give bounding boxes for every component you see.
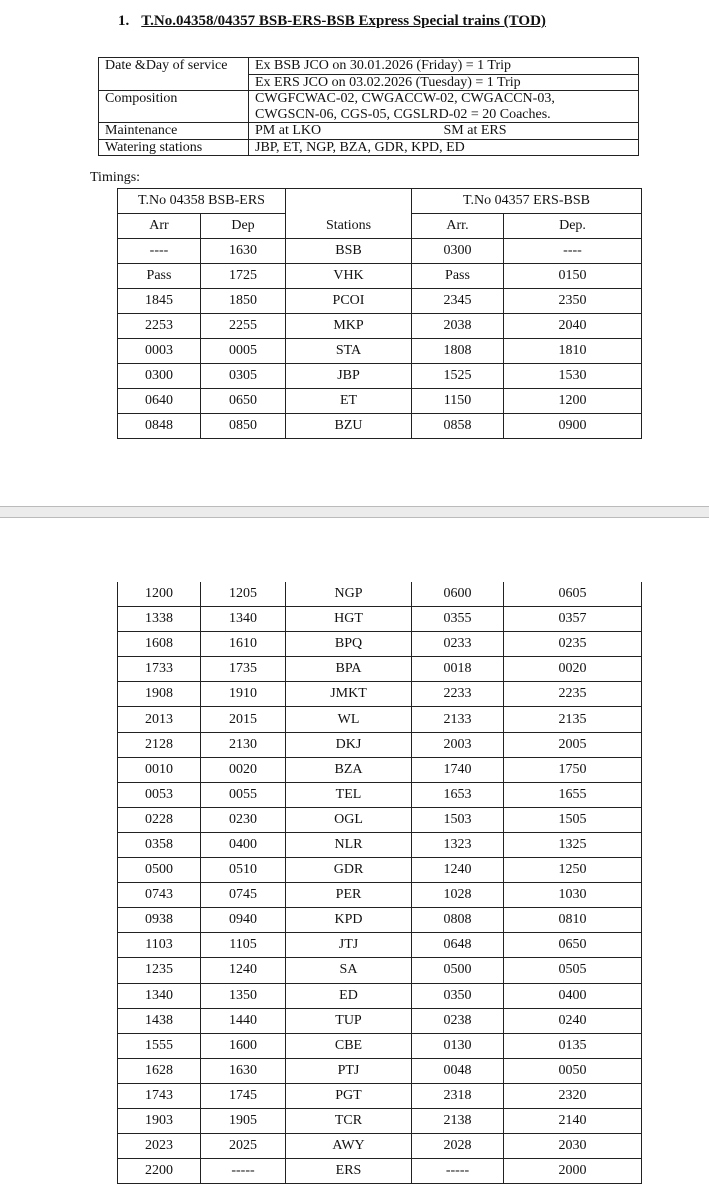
station-cell: TUP bbox=[286, 1008, 412, 1033]
down-dep-cell: 1910 bbox=[201, 682, 286, 707]
up-dep-cell: 0235 bbox=[504, 632, 642, 657]
up-dep-cell: 0650 bbox=[504, 933, 642, 958]
table-row bbox=[118, 1033, 642, 1058]
up-arr-cell: 1150 bbox=[412, 389, 504, 414]
down-dep-cell: 1340 bbox=[201, 607, 286, 632]
up-arr-cell: 1240 bbox=[412, 858, 504, 883]
maintenance-row bbox=[99, 123, 639, 140]
up-arr-cell: 1653 bbox=[412, 782, 504, 807]
station-cell: MKP bbox=[286, 314, 412, 339]
down-arr-cell: 2253 bbox=[118, 314, 201, 339]
station-cell: AWY bbox=[286, 1134, 412, 1159]
up-dep-cell: 0400 bbox=[504, 983, 642, 1008]
table-row bbox=[118, 239, 642, 264]
service-info-table bbox=[98, 57, 639, 156]
up-dep-cell: 2005 bbox=[504, 732, 642, 757]
station-cell: KPD bbox=[286, 908, 412, 933]
up-dep-cell: 0900 bbox=[504, 414, 642, 439]
station-cell: PGT bbox=[286, 1083, 412, 1108]
up-dep-cell: 2000 bbox=[504, 1159, 642, 1184]
down-dep-cell: 0510 bbox=[201, 858, 286, 883]
down-arr-cell: 0053 bbox=[118, 782, 201, 807]
up-dep-cell: 0050 bbox=[504, 1058, 642, 1083]
down-dep-cell: 0850 bbox=[201, 414, 286, 439]
down-dep-cell: 1850 bbox=[201, 289, 286, 314]
up-dep-cell: 1030 bbox=[504, 883, 642, 908]
table-row bbox=[118, 607, 642, 632]
maintenance-sm: SM at ERS bbox=[443, 123, 507, 138]
service-line: Ex BSB JCO on 30.01.2026 (Friday) = 1 Trip bbox=[249, 58, 638, 75]
up-arr-cell: 1525 bbox=[412, 364, 504, 389]
station-cell: ET bbox=[286, 389, 412, 414]
down-arr-cell: 0228 bbox=[118, 807, 201, 832]
table-row bbox=[118, 389, 642, 414]
down-dep-cell: 1905 bbox=[201, 1108, 286, 1133]
table-row bbox=[118, 1134, 642, 1159]
down-dep-cell: 1610 bbox=[201, 632, 286, 657]
table-row bbox=[118, 782, 642, 807]
up-arr-cell: 0648 bbox=[412, 933, 504, 958]
document-page-1 bbox=[0, 0, 709, 507]
up-dep-cell: 0240 bbox=[504, 1008, 642, 1033]
station-cell: VHK bbox=[286, 264, 412, 289]
up-dep-cell: 0357 bbox=[504, 607, 642, 632]
service-label: Date &Day of service bbox=[99, 58, 249, 91]
timetable-part-1 bbox=[117, 188, 642, 439]
service-row bbox=[99, 58, 639, 91]
down-arr-cell: 2013 bbox=[118, 707, 201, 732]
down-arr-cell: 1903 bbox=[118, 1108, 201, 1133]
up-dep-cell: 2140 bbox=[504, 1108, 642, 1133]
station-cell: CBE bbox=[286, 1033, 412, 1058]
up-dep-cell: 1810 bbox=[504, 339, 642, 364]
down-dep-cell: 1205 bbox=[201, 582, 286, 607]
station-cell: BSB bbox=[286, 239, 412, 264]
station-cell: GDR bbox=[286, 858, 412, 883]
up-arr-cell: 0018 bbox=[412, 657, 504, 682]
up-dep-cell: 1325 bbox=[504, 832, 642, 857]
up-dep-cell: 1530 bbox=[504, 364, 642, 389]
up-arr-cell: 1808 bbox=[412, 339, 504, 364]
up-arr-cell: 0350 bbox=[412, 983, 504, 1008]
up-arr-cell: 1503 bbox=[412, 807, 504, 832]
down-dep-cell: 0940 bbox=[201, 908, 286, 933]
table-row bbox=[118, 289, 642, 314]
timetable-part-2 bbox=[117, 582, 642, 1184]
down-dep-cell: 0400 bbox=[201, 832, 286, 857]
up-arr-cell: 0355 bbox=[412, 607, 504, 632]
up-arr-cell: 2233 bbox=[412, 682, 504, 707]
timetable-rows-page1 bbox=[118, 239, 642, 439]
station-cell: BZU bbox=[286, 414, 412, 439]
station-cell: OGL bbox=[286, 807, 412, 832]
table-row bbox=[118, 1058, 642, 1083]
station-cell: ED bbox=[286, 983, 412, 1008]
table-row bbox=[118, 908, 642, 933]
table-row bbox=[118, 732, 642, 757]
down-arr-cell: 0938 bbox=[118, 908, 201, 933]
down-arr-cell: 0010 bbox=[118, 757, 201, 782]
down-arr-cell: 1608 bbox=[118, 632, 201, 657]
station-cell: BPQ bbox=[286, 632, 412, 657]
station-cell: BPA bbox=[286, 657, 412, 682]
down-arr-cell: 0500 bbox=[118, 858, 201, 883]
watering-label: Watering stations bbox=[99, 139, 249, 156]
column-header-row bbox=[118, 214, 642, 239]
down-arr-cell: 1340 bbox=[118, 983, 201, 1008]
up-arr-cell: 0130 bbox=[412, 1033, 504, 1058]
down-arr-cell: 1733 bbox=[118, 657, 201, 682]
station-cell: JMKT bbox=[286, 682, 412, 707]
down-dep-cell: 0020 bbox=[201, 757, 286, 782]
down-arr-cell: 1438 bbox=[118, 1008, 201, 1033]
down-dep-cell: 2255 bbox=[201, 314, 286, 339]
up-dep-cell: 0150 bbox=[504, 264, 642, 289]
station-cell: TCR bbox=[286, 1108, 412, 1133]
down-dep-cell: 1630 bbox=[201, 239, 286, 264]
up-dep-cell: 2350 bbox=[504, 289, 642, 314]
down-arr-cell: 1103 bbox=[118, 933, 201, 958]
table-row bbox=[118, 632, 642, 657]
station-cell: HGT bbox=[286, 607, 412, 632]
down-arr-cell: Pass bbox=[118, 264, 201, 289]
down-arr-cell: 0640 bbox=[118, 389, 201, 414]
table-row bbox=[118, 807, 642, 832]
up-arr-cell: 0233 bbox=[412, 632, 504, 657]
down-arr-cell: 0848 bbox=[118, 414, 201, 439]
down-arr-cell: 1235 bbox=[118, 958, 201, 983]
down-dep-cell: 1745 bbox=[201, 1083, 286, 1108]
up-arr-cell: 2003 bbox=[412, 732, 504, 757]
maintenance-value bbox=[249, 123, 639, 140]
up-arr-cell: 0808 bbox=[412, 908, 504, 933]
table-row bbox=[118, 1159, 642, 1184]
station-cell: SA bbox=[286, 958, 412, 983]
table-row bbox=[118, 1108, 642, 1133]
down-dep-cell: 1600 bbox=[201, 1033, 286, 1058]
down-dep-cell: 0305 bbox=[201, 364, 286, 389]
composition-label: Composition bbox=[99, 91, 249, 123]
down-dep-cell: 1735 bbox=[201, 657, 286, 682]
up-arr-cell: 1323 bbox=[412, 832, 504, 857]
down-dep-cell: 2130 bbox=[201, 732, 286, 757]
table-row bbox=[118, 933, 642, 958]
page-title bbox=[118, 13, 546, 30]
down-dep-cell: 0005 bbox=[201, 339, 286, 364]
table-row bbox=[118, 582, 642, 607]
down-arr-cell: 1845 bbox=[118, 289, 201, 314]
up-dep-cell: 1200 bbox=[504, 389, 642, 414]
timings-label: Timings: bbox=[90, 170, 141, 185]
table-row bbox=[118, 414, 642, 439]
down-arr-cell: 2023 bbox=[118, 1134, 201, 1159]
down-arr-cell: 1338 bbox=[118, 607, 201, 632]
up-arr-cell: 2038 bbox=[412, 314, 504, 339]
up-arr-cell: 1028 bbox=[412, 883, 504, 908]
up-dep-cell: 2320 bbox=[504, 1083, 642, 1108]
station-cell: TEL bbox=[286, 782, 412, 807]
down-arr-cell: 2200 bbox=[118, 1159, 201, 1184]
up-dep-cell: 1250 bbox=[504, 858, 642, 883]
up-arr-cell: 2028 bbox=[412, 1134, 504, 1159]
up-arr-cell: 0048 bbox=[412, 1058, 504, 1083]
up-arr-cell: 0600 bbox=[412, 582, 504, 607]
up-arr-cell: 2133 bbox=[412, 707, 504, 732]
down-arr-cell: 1555 bbox=[118, 1033, 201, 1058]
station-cell: ERS bbox=[286, 1159, 412, 1184]
down-arr-cell: 1908 bbox=[118, 682, 201, 707]
composition-line: CWGSCN-06, CGS-05, CGSLRD-02 = 20 Coaches. bbox=[255, 106, 551, 122]
down-train-title: T.No 04358 BSB-ERS bbox=[118, 189, 286, 214]
up-dep-cell: 1655 bbox=[504, 782, 642, 807]
table-row bbox=[118, 1008, 642, 1033]
up-dep-cell: 2040 bbox=[504, 314, 642, 339]
up-arr-cell: Pass bbox=[412, 264, 504, 289]
column-dep: Dep bbox=[201, 214, 286, 239]
down-arr-cell: 1200 bbox=[118, 582, 201, 607]
station-cell: WL bbox=[286, 707, 412, 732]
down-arr-cell: 0743 bbox=[118, 883, 201, 908]
station-cell: DKJ bbox=[286, 732, 412, 757]
up-dep-cell: 2030 bbox=[504, 1134, 642, 1159]
column-up-dep: Dep. bbox=[504, 214, 642, 239]
table-row bbox=[118, 707, 642, 732]
up-dep-cell: 0020 bbox=[504, 657, 642, 682]
down-dep-cell: 1630 bbox=[201, 1058, 286, 1083]
up-arr-cell: ----- bbox=[412, 1159, 504, 1184]
down-dep-cell: 2025 bbox=[201, 1134, 286, 1159]
station-cell: NLR bbox=[286, 832, 412, 857]
up-arr-cell: 0500 bbox=[412, 958, 504, 983]
station-cell: PTJ bbox=[286, 1058, 412, 1083]
table-row bbox=[118, 757, 642, 782]
down-arr-cell: 1743 bbox=[118, 1083, 201, 1108]
station-cell: PCOI bbox=[286, 289, 412, 314]
up-dep-cell: 0135 bbox=[504, 1033, 642, 1058]
column-stations: Stations bbox=[286, 214, 412, 239]
up-dep-cell: 1505 bbox=[504, 807, 642, 832]
down-arr-cell: 0300 bbox=[118, 364, 201, 389]
table-row bbox=[118, 1083, 642, 1108]
down-arr-cell: 2128 bbox=[118, 732, 201, 757]
station-cell: STA bbox=[286, 339, 412, 364]
up-arr-cell: 2138 bbox=[412, 1108, 504, 1133]
down-dep-cell: 0745 bbox=[201, 883, 286, 908]
down-dep-cell: 2015 bbox=[201, 707, 286, 732]
table-row bbox=[118, 832, 642, 857]
up-dep-cell: 1750 bbox=[504, 757, 642, 782]
table-row bbox=[118, 264, 642, 289]
column-arr: Arr bbox=[118, 214, 201, 239]
watering-value: JBP, ET, NGP, BZA, GDR, KPD, ED bbox=[249, 139, 639, 156]
table-row bbox=[118, 364, 642, 389]
service-line: Ex ERS JCO on 03.02.2026 (Tuesday) = 1 Trip bbox=[255, 74, 521, 90]
maintenance-pm: PM at LKO bbox=[255, 123, 322, 138]
up-dep-cell: 0810 bbox=[504, 908, 642, 933]
down-dep-cell: 1105 bbox=[201, 933, 286, 958]
down-dep-cell: 1725 bbox=[201, 264, 286, 289]
up-dep-cell: 0605 bbox=[504, 582, 642, 607]
column-up-arr: Arr. bbox=[412, 214, 504, 239]
maintenance-label: Maintenance bbox=[99, 123, 249, 140]
up-train-title: T.No 04357 ERS-BSB bbox=[412, 189, 642, 214]
down-dep-cell: 1440 bbox=[201, 1008, 286, 1033]
watering-row bbox=[99, 139, 639, 156]
composition-value bbox=[249, 91, 639, 123]
down-arr-cell: 0003 bbox=[118, 339, 201, 364]
up-arr-cell: 0238 bbox=[412, 1008, 504, 1033]
down-dep-cell: 1350 bbox=[201, 983, 286, 1008]
up-dep-cell: 2135 bbox=[504, 707, 642, 732]
down-dep-cell: 0650 bbox=[201, 389, 286, 414]
table-row bbox=[118, 314, 642, 339]
table-row bbox=[118, 958, 642, 983]
train-title-row bbox=[118, 189, 642, 214]
up-dep-cell: 2235 bbox=[504, 682, 642, 707]
section-title: T.No.04358/04357 BSB-ERS-BSB Express Special trains (TOD) bbox=[141, 13, 546, 29]
down-dep-cell: 1240 bbox=[201, 958, 286, 983]
station-cell: JTJ bbox=[286, 933, 412, 958]
up-arr-cell: 2318 bbox=[412, 1083, 504, 1108]
composition-line: CWGFCWAC-02, CWGACCW-02, CWGACCN-03, bbox=[255, 91, 555, 106]
up-arr-cell: 0858 bbox=[412, 414, 504, 439]
station-cell: JBP bbox=[286, 364, 412, 389]
station-cell: BZA bbox=[286, 757, 412, 782]
table-row bbox=[118, 983, 642, 1008]
table-row bbox=[118, 883, 642, 908]
down-dep-cell: ----- bbox=[201, 1159, 286, 1184]
down-arr-cell: ---- bbox=[118, 239, 201, 264]
section-number: 1. bbox=[118, 13, 130, 29]
up-dep-cell: ---- bbox=[504, 239, 642, 264]
down-dep-cell: 0055 bbox=[201, 782, 286, 807]
up-dep-cell: 0505 bbox=[504, 958, 642, 983]
timetable-rows-page2 bbox=[118, 582, 642, 1184]
service-value bbox=[249, 58, 639, 91]
composition-row bbox=[99, 91, 639, 123]
table-row bbox=[118, 339, 642, 364]
up-arr-cell: 1740 bbox=[412, 757, 504, 782]
down-arr-cell: 0358 bbox=[118, 832, 201, 857]
table-row bbox=[118, 682, 642, 707]
up-arr-cell: 2345 bbox=[412, 289, 504, 314]
station-cell: PER bbox=[286, 883, 412, 908]
down-arr-cell: 1628 bbox=[118, 1058, 201, 1083]
down-dep-cell: 0230 bbox=[201, 807, 286, 832]
station-cell: NGP bbox=[286, 582, 412, 607]
table-row bbox=[118, 858, 642, 883]
up-arr-cell: 0300 bbox=[412, 239, 504, 264]
table-row bbox=[118, 657, 642, 682]
